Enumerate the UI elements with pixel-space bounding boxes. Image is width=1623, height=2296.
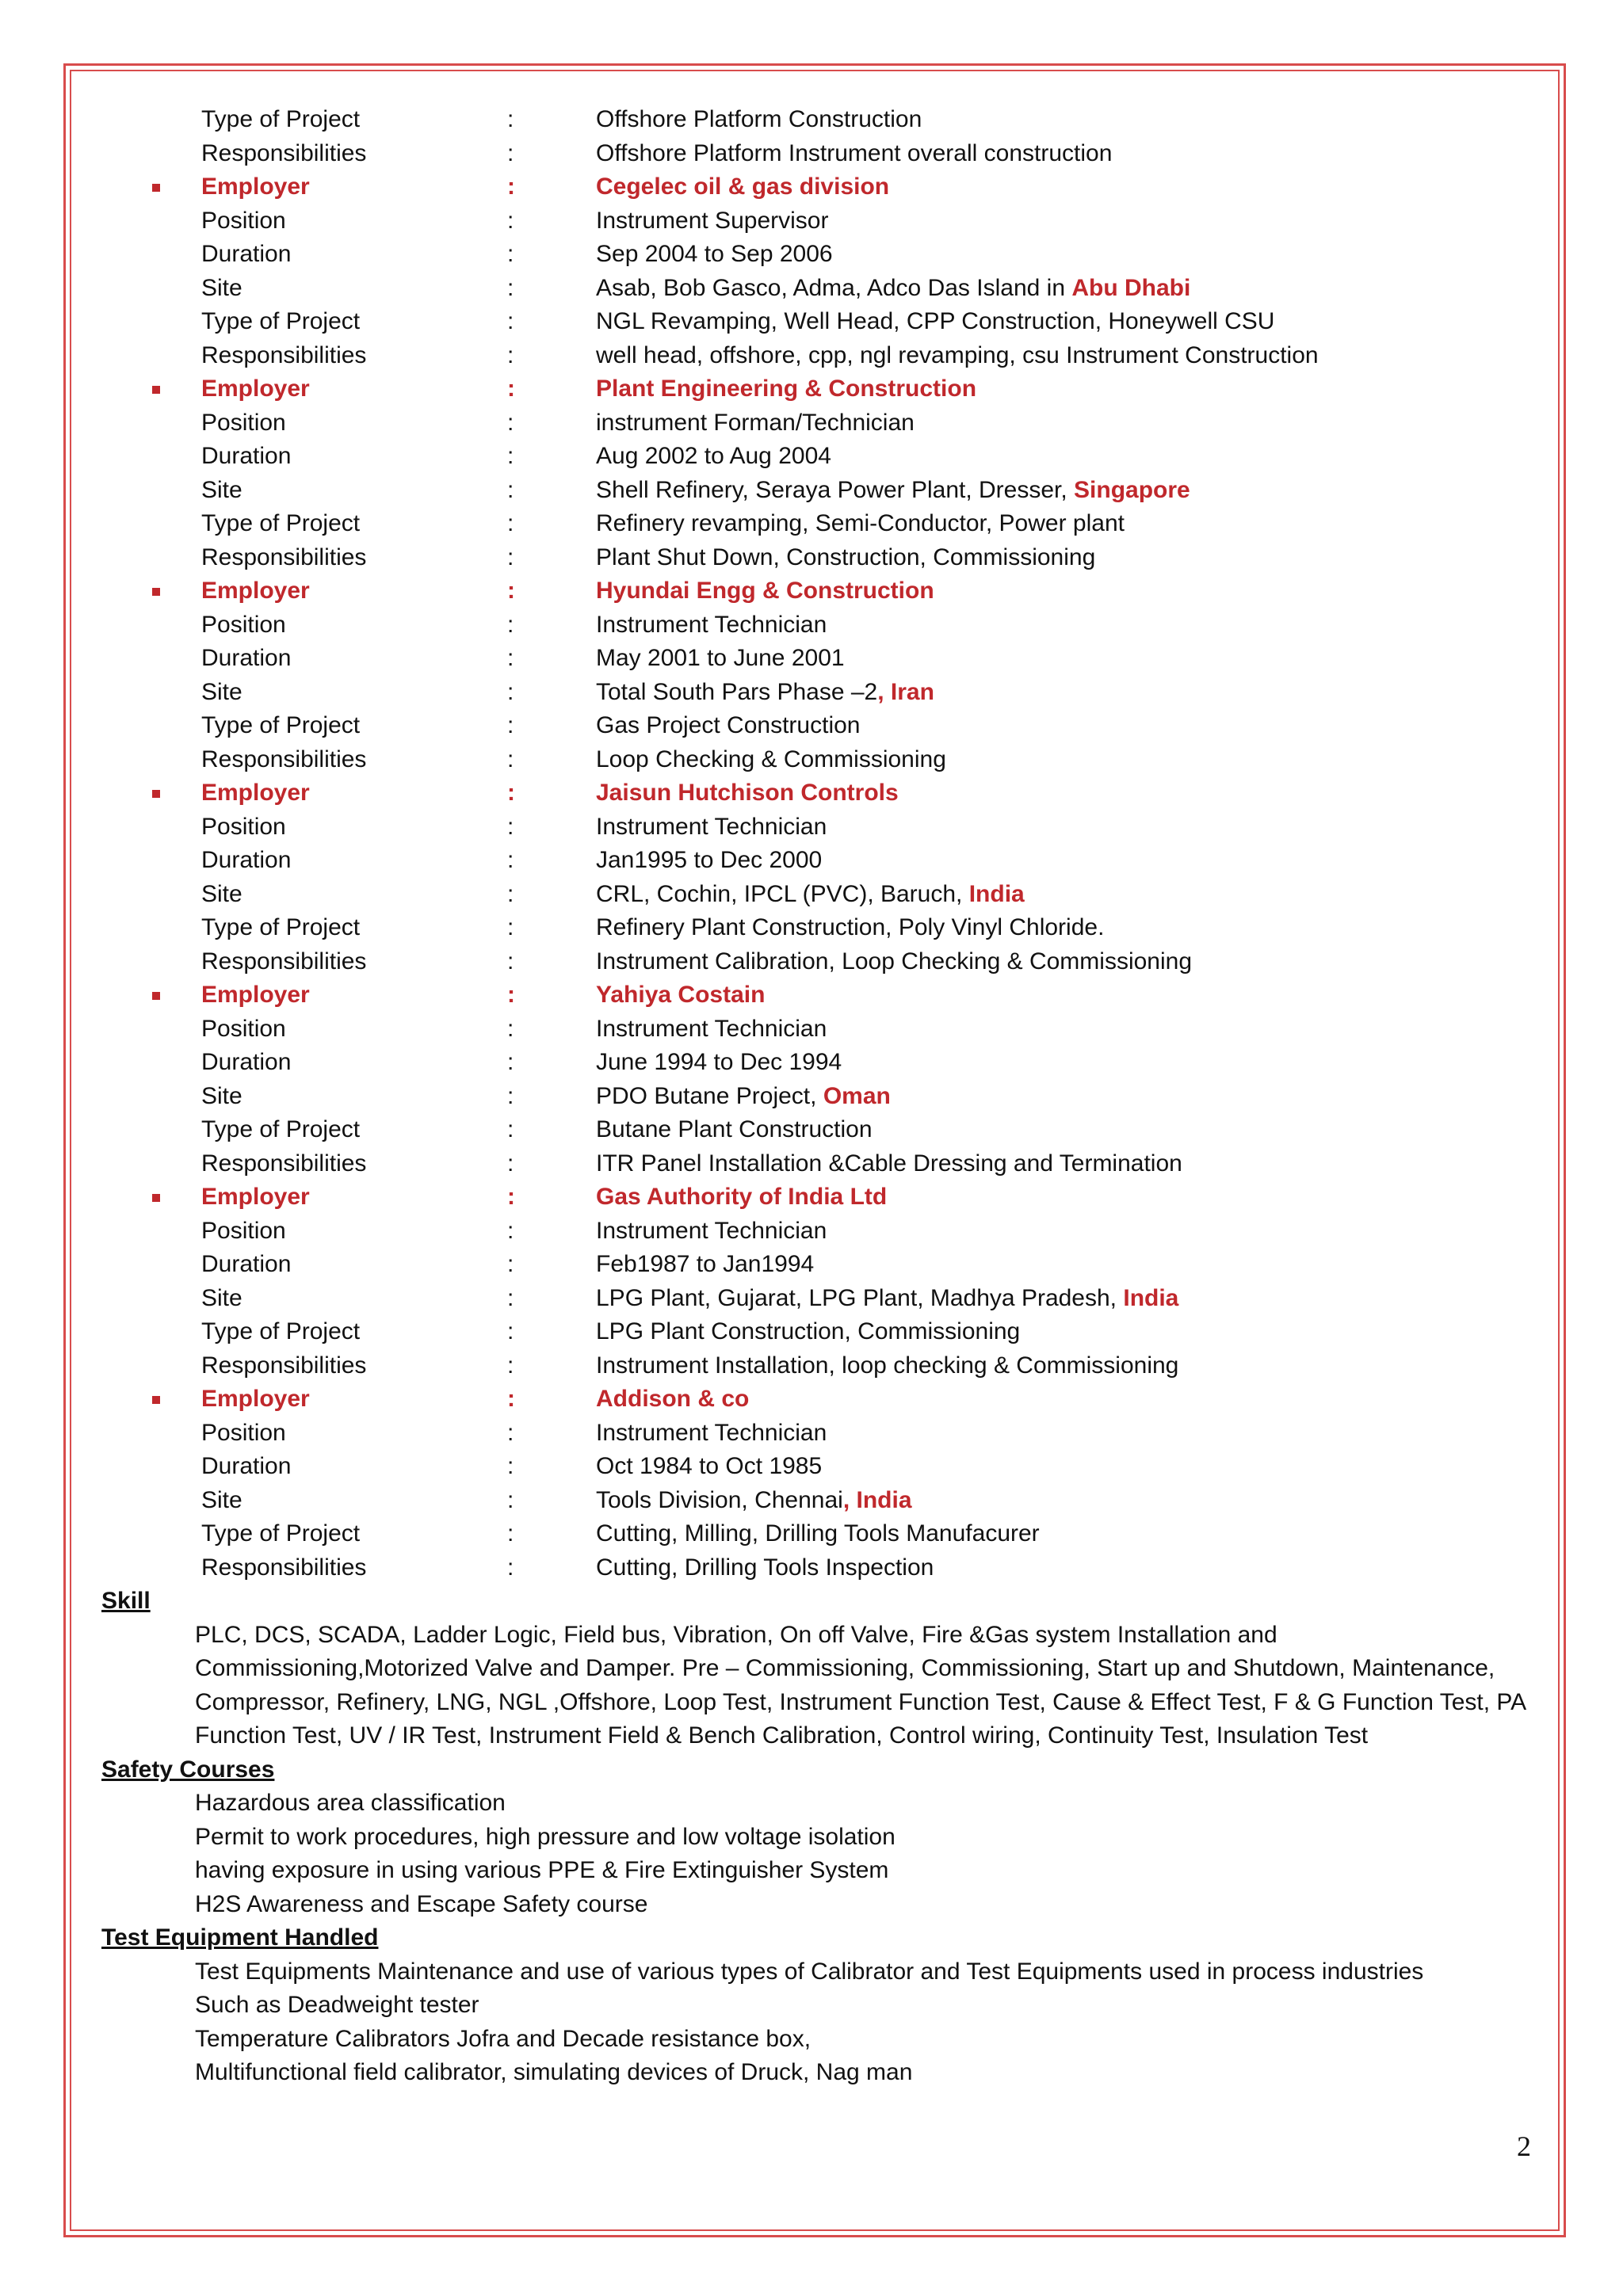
field-value [596, 1046, 842, 1080]
field-label: Type of Project [201, 308, 361, 334]
field-value-text: Instrument Technician [596, 1419, 827, 1446]
field-colon: : [507, 678, 514, 705]
field-label: Type of Project [201, 914, 361, 940]
field-colon: : [507, 948, 514, 974]
field-value-text: well head, offshore, cpp, ngl revamping, csu Instrument Construction [596, 341, 1319, 368]
detail-row [0, 608, 1623, 643]
square-bullet-icon [152, 588, 160, 596]
field-value [596, 676, 934, 710]
field-value [596, 844, 822, 878]
field-label: Position [201, 1015, 286, 1042]
location-highlight: Abu Dhabi [1071, 274, 1191, 301]
field-colon: : [507, 207, 514, 234]
field-label: Responsibilities [201, 1150, 367, 1177]
field-value [596, 1551, 934, 1585]
field-value-text: Plant Engineering & Construction [596, 376, 977, 402]
field-label: Type of Project [201, 1318, 361, 1344]
field-label: Employer [201, 578, 310, 604]
detail-row [0, 1417, 1623, 1451]
field-value [596, 1080, 891, 1114]
field-label: Type of Project [201, 510, 361, 536]
detail-row [0, 204, 1623, 238]
detail-row [0, 1349, 1623, 1383]
field-value [596, 406, 915, 441]
field-colon: : [507, 645, 514, 671]
field-colon: : [507, 274, 514, 301]
field-value [596, 608, 827, 643]
field-value-text: PDO Butane Project, [596, 1082, 823, 1109]
field-value [596, 272, 1190, 306]
field-value [596, 878, 1025, 912]
field-label: Position [201, 207, 286, 234]
square-bullet-icon [152, 992, 160, 1000]
field-colon: : [507, 914, 514, 940]
field-value-text: Gas Project Construction [596, 712, 861, 738]
field-value-text: NGL Revamping, Well Head, CPP Construction, Honeywell CSU [596, 308, 1275, 334]
field-value [596, 1180, 887, 1215]
field-value-text: Shell Refinery, Seraya Power Plant, Dresser, [596, 476, 1075, 503]
field-colon: : [507, 1049, 514, 1075]
skill-text: PLC, DCS, SCADA, Ladder Logic, Field bus, Vibration, On off Valve, Fire &Gas system Installation and Commissioning,Motorized Valve and Damper. Pre – Commissioning, Commissioning, Start up and Shutdown, Maintenance, Compressor, Refinery, LNG, NGL ,Offshore, Loop Test, Instrument Function Test, Cause & Effect Test, F & G Function Test, PA Function Test, UV / IR Test, Instrument Field & Bench Calibration, Control wiring, Continuity Test, Insulation Test [195, 1621, 1526, 1749]
field-value-text: Total South Pars Phase –2 [596, 678, 878, 705]
field-label: Employer [201, 174, 310, 200]
field-label: Type of Project [201, 1520, 361, 1547]
field-value-text: May 2001 to June 2001 [596, 645, 845, 671]
page-number: 2 [1517, 2130, 1531, 2162]
square-bullet-icon [152, 386, 160, 394]
field-label: Position [201, 1217, 286, 1244]
field-value-text: Instrument Supervisor [596, 207, 829, 234]
detail-row [0, 305, 1623, 339]
field-colon: : [507, 1453, 514, 1479]
field-value [596, 170, 889, 204]
safety-course-item: H2S Awareness and Escape Safety course [195, 1890, 648, 1917]
detail-row [0, 1484, 1623, 1518]
field-colon: : [507, 1318, 514, 1344]
detail-row [0, 1013, 1623, 1047]
field-colon: : [507, 982, 515, 1008]
employer-row [0, 776, 1623, 810]
field-label: Duration [201, 847, 292, 873]
detail-row [0, 406, 1623, 441]
detail-row [0, 1113, 1623, 1147]
field-value-text: June 1994 to Dec 1994 [596, 1049, 842, 1075]
field-value [596, 1484, 912, 1518]
field-label: Responsibilities [201, 948, 367, 974]
field-colon: : [507, 880, 514, 907]
location-highlight: , India [842, 1486, 912, 1513]
field-value [596, 945, 1192, 979]
field-value [596, 1248, 814, 1282]
field-value-text: Butane Plant Construction [596, 1116, 873, 1142]
detail-row [0, 1315, 1623, 1349]
field-label: Duration [201, 1453, 292, 1479]
detail-row [0, 1080, 1623, 1114]
field-label: Responsibilities [201, 1554, 367, 1581]
field-colon: : [507, 746, 514, 772]
detail-row [0, 911, 1623, 945]
field-colon: : [507, 476, 514, 503]
detail-row [0, 103, 1623, 137]
square-bullet-icon [152, 1194, 160, 1202]
detail-row [0, 541, 1623, 575]
field-label: Duration [201, 645, 292, 671]
resume-page [0, 103, 1623, 2090]
field-colon: : [507, 1554, 514, 1581]
field-colon: : [507, 1352, 514, 1379]
field-label: Type of Project [201, 106, 361, 132]
field-label: Responsibilities [201, 1352, 367, 1379]
field-value [596, 339, 1319, 373]
field-value [596, 1450, 822, 1484]
field-colon: : [507, 1082, 514, 1109]
field-value-text: Instrument Technician [596, 1015, 827, 1042]
detail-row [0, 238, 1623, 272]
field-value [596, 574, 934, 608]
detail-row [0, 1282, 1623, 1316]
field-colon: : [507, 409, 514, 436]
field-value-text: Sep 2004 to Sep 2006 [596, 241, 833, 267]
field-label: Position [201, 813, 286, 840]
detail-row [0, 878, 1623, 912]
safety-courses-heading: Safety Courses [101, 1756, 275, 1783]
employer-row [0, 1383, 1623, 1417]
field-colon: : [507, 1217, 514, 1244]
detail-row [0, 1215, 1623, 1249]
safety-course-item: Hazardous area classification [195, 1790, 506, 1816]
field-value [596, 1383, 749, 1417]
employer-row [0, 1180, 1623, 1215]
field-label: Employer [201, 1386, 310, 1412]
skill-heading: Skill [101, 1588, 151, 1614]
field-value-text: Jaisun Hutchison Controls [596, 780, 899, 806]
field-value [596, 204, 828, 238]
field-value [596, 1113, 873, 1147]
field-value [596, 372, 976, 406]
field-value-text: Aug 2002 to Aug 2004 [596, 443, 831, 469]
field-value [596, 810, 827, 845]
field-value-text: ITR Panel Installation &Cable Dressing and Termination [596, 1150, 1182, 1177]
field-value-text: instrument Forman/Technician [596, 409, 915, 436]
field-label: Site [201, 678, 242, 705]
detail-row [0, 272, 1623, 306]
detail-row [0, 676, 1623, 710]
location-highlight: Oman [823, 1082, 891, 1109]
field-value [596, 440, 831, 474]
field-value [596, 1215, 827, 1249]
detail-row [0, 474, 1623, 508]
field-value-text: Oct 1984 to Oct 1985 [596, 1453, 823, 1479]
detail-row [0, 1517, 1623, 1551]
field-colon: : [507, 443, 514, 469]
field-label: Position [201, 611, 286, 638]
field-label: Responsibilities [201, 543, 367, 570]
field-colon: : [507, 241, 514, 267]
field-value [596, 776, 899, 810]
field-label: Employer [201, 780, 310, 806]
square-bullet-icon [152, 184, 160, 192]
field-value-text: Asab, Bob Gasco, Adma, Adco Das Island in [596, 274, 1072, 301]
detail-row [0, 137, 1623, 171]
field-value-text: Gas Authority of India Ltd [596, 1184, 888, 1210]
field-label: Site [201, 1486, 242, 1513]
employer-row [0, 170, 1623, 204]
field-value-text: Feb1987 to Jan1994 [596, 1251, 815, 1277]
field-colon: : [507, 1284, 514, 1311]
field-value [596, 1013, 827, 1047]
field-value-text: LPG Plant, Gujarat, LPG Plant, Madhya Pradesh, [596, 1284, 1124, 1311]
field-value [596, 642, 845, 676]
employment-history [0, 103, 1623, 1585]
detail-row [0, 1450, 1623, 1484]
field-value-text: Instrument Technician [596, 813, 827, 840]
employer-row [0, 372, 1623, 406]
field-value [596, 1282, 1178, 1316]
field-colon: : [507, 1486, 514, 1513]
field-colon: : [507, 712, 514, 738]
location-highlight: Singapore [1074, 476, 1190, 503]
detail-row [0, 810, 1623, 845]
field-value [596, 103, 922, 137]
field-value-text: LPG Plant Construction, Commissioning [596, 1318, 1021, 1344]
field-value-text: Cutting, Milling, Drilling Tools Manufacurer [596, 1520, 1040, 1547]
field-label: Employer [201, 1184, 310, 1210]
field-colon: : [507, 510, 514, 536]
field-colon: : [507, 1251, 514, 1277]
field-colon: : [507, 578, 515, 604]
field-label: Employer [201, 376, 310, 402]
location-highlight: , Iran [877, 678, 934, 705]
field-label: Duration [201, 1049, 292, 1075]
detail-row [0, 743, 1623, 777]
field-colon: : [507, 611, 514, 638]
field-colon: : [507, 139, 514, 166]
detail-row [0, 945, 1623, 979]
field-label: Responsibilities [201, 746, 367, 772]
equipment-item: Multifunctional field calibrator, simulating devices of Druck, Nag man [195, 2059, 913, 2085]
field-colon: : [507, 174, 515, 200]
field-value [596, 978, 765, 1013]
field-label: Responsibilities [201, 341, 367, 368]
field-colon: : [507, 813, 514, 840]
field-label: Site [201, 1082, 242, 1109]
field-label: Duration [201, 443, 292, 469]
equipment-item: Test Equipments Maintenance and use of various types of Calibrator and Test Equipments used in process industries [195, 1958, 1424, 1985]
employer-row [0, 574, 1623, 608]
equipment-item: Such as Deadweight tester [195, 1992, 479, 2018]
detail-row [0, 709, 1623, 743]
field-label: Duration [201, 241, 292, 267]
field-value-text: Instrument Calibration, Loop Checking & Commissioning [596, 948, 1193, 974]
field-value [596, 1147, 1182, 1181]
field-colon: : [507, 1386, 515, 1412]
field-label: Site [201, 1284, 242, 1311]
field-colon: : [507, 106, 514, 132]
field-value-text: Cegelec oil & gas division [596, 174, 890, 200]
field-colon: : [507, 780, 515, 806]
field-label: Employer [201, 982, 310, 1008]
field-value [596, 709, 860, 743]
field-value-text: Instrument Technician [596, 611, 827, 638]
field-value-text: Tools Division, Chennai [596, 1486, 843, 1513]
detail-row [0, 1147, 1623, 1181]
field-value [596, 137, 1112, 171]
field-label: Type of Project [201, 1116, 361, 1142]
employer-row [0, 978, 1623, 1013]
detail-row [0, 844, 1623, 878]
field-value-text: Loop Checking & Commissioning [596, 746, 946, 772]
field-label: Site [201, 476, 242, 503]
detail-row [0, 339, 1623, 373]
field-label: Site [201, 274, 242, 301]
field-value [596, 541, 1095, 575]
field-value [596, 1349, 1178, 1383]
field-label: Position [201, 1419, 286, 1446]
detail-row [0, 1046, 1623, 1080]
field-value-text: Instrument Technician [596, 1217, 827, 1244]
field-value-text: CRL, Cochin, IPCL (PVC), Baruch, [596, 880, 969, 907]
field-value [596, 1417, 827, 1451]
field-value-text: Jan1995 to Dec 2000 [596, 847, 823, 873]
field-value [596, 305, 1274, 339]
field-colon: : [507, 341, 514, 368]
detail-row [0, 440, 1623, 474]
field-value-text: Addison & co [596, 1386, 750, 1412]
field-value [596, 1517, 1040, 1551]
field-colon: : [507, 1184, 515, 1210]
field-value-text: Offshore Platform Construction [596, 106, 922, 132]
field-label: Type of Project [201, 712, 361, 738]
field-colon: : [507, 308, 514, 334]
field-label: Responsibilities [201, 139, 367, 166]
field-colon: : [507, 847, 514, 873]
field-colon: : [507, 1150, 514, 1177]
field-colon: : [507, 1419, 514, 1446]
field-label: Site [201, 880, 242, 907]
square-bullet-icon [152, 1396, 160, 1404]
location-highlight: India [968, 880, 1025, 907]
field-colon: : [507, 543, 514, 570]
field-value [596, 507, 1125, 541]
field-value-text: Plant Shut Down, Construction, Commissioning [596, 543, 1096, 570]
field-value-text: Refinery revamping, Semi-Conductor, Power plant [596, 510, 1125, 536]
field-value-text: Instrument Installation, loop checking & Commissioning [596, 1352, 1179, 1379]
field-colon: : [507, 1015, 514, 1042]
detail-row [0, 1248, 1623, 1282]
field-value [596, 743, 946, 777]
field-value [596, 474, 1190, 508]
field-colon: : [507, 1116, 514, 1142]
field-value-text: Cutting, Drilling Tools Inspection [596, 1554, 934, 1581]
field-colon: : [507, 376, 515, 402]
test-equipment-heading: Test Equipment Handled [101, 1924, 379, 1951]
safety-course-item: having exposure in using various PPE & Fire Extinguisher System [195, 1857, 889, 1883]
safety-course-item: Permit to work procedures, high pressure and low voltage isolation [195, 1823, 896, 1850]
location-highlight: India [1123, 1284, 1179, 1311]
field-value-text: Hyundai Engg & Construction [596, 578, 934, 604]
square-bullet-icon [152, 790, 160, 798]
equipment-item: Temperature Calibrators Jofra and Decade resistance box, [195, 2025, 812, 2052]
field-value [596, 1315, 1020, 1349]
field-colon: : [507, 1520, 514, 1547]
detail-row [0, 507, 1623, 541]
detail-row [0, 1551, 1623, 1585]
detail-row [0, 642, 1623, 676]
field-value-text: Refinery Plant Construction, Poly Vinyl Chloride. [596, 914, 1105, 940]
field-value [596, 238, 833, 272]
field-value-text: Yahiya Costain [596, 982, 766, 1008]
field-value [596, 911, 1104, 945]
field-value-text: Offshore Platform Instrument overall construction [596, 139, 1113, 166]
field-label: Position [201, 409, 286, 436]
field-label: Duration [201, 1251, 292, 1277]
